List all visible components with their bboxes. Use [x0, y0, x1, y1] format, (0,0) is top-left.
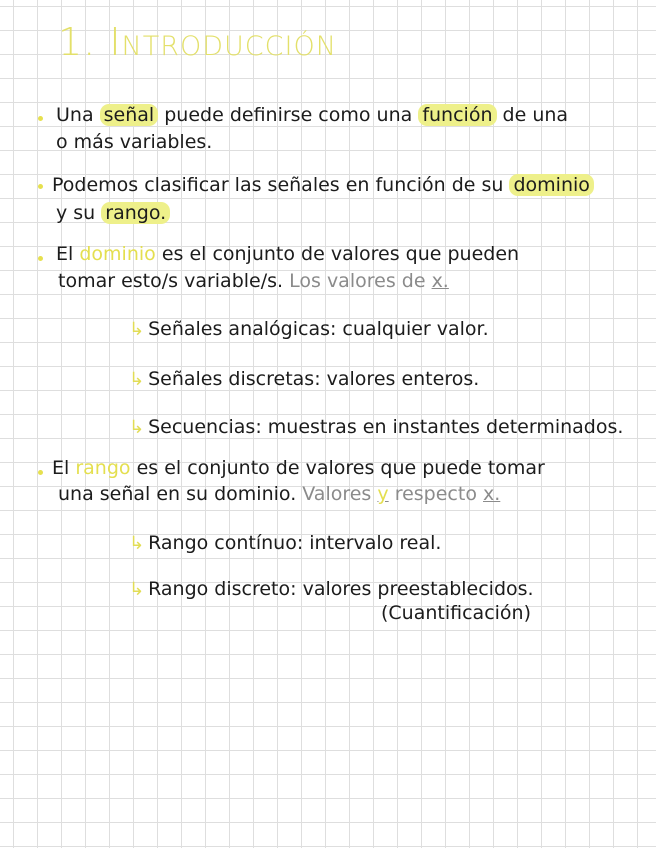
- variable-x: x.: [431, 270, 449, 292]
- cuantificacion-note: (Cuantificación): [381, 602, 531, 624]
- text: una señal en su dominio.: [58, 483, 297, 505]
- arrow-icon: ↳: [129, 533, 145, 554]
- bullet-2-line-1: [52, 176, 594, 195]
- text: puede definirse como una: [164, 104, 413, 126]
- item-text: Señales analógicas: cualquier valor.: [148, 318, 489, 340]
- note-grey: Los valores de: [289, 270, 426, 292]
- text: de una: [502, 104, 569, 126]
- text: y su: [56, 202, 96, 224]
- rango-item-1: [129, 532, 441, 554]
- section-title: 1. Introducción: [58, 20, 337, 64]
- dominio-item-2: [129, 368, 479, 390]
- item-text: Señales discretas: valores enteros.: [148, 368, 480, 390]
- dominio-item-1: [129, 318, 489, 340]
- item-text: Secuencias: muestras en instantes determinados.: [148, 416, 624, 438]
- item-text: Rango discreto: valores preestablecidos.: [148, 578, 534, 600]
- note-grey: respecto: [394, 483, 477, 505]
- text: Una: [56, 104, 94, 126]
- text: El: [56, 243, 74, 265]
- arrow-icon: ↳: [129, 319, 145, 340]
- bullet-dot: [38, 256, 43, 261]
- bullet-2-line-2: [56, 204, 170, 223]
- item-text: Rango contínuo: intervalo real.: [148, 532, 442, 554]
- bullet-dot: [38, 116, 43, 121]
- bullet-4-line-2: [58, 485, 500, 504]
- bullet-1-line-2: o más variables.: [56, 131, 213, 153]
- text: Podemos clasificar las señales en función de su: [52, 174, 504, 196]
- highlight-rango: rango.: [101, 202, 170, 224]
- highlight-dominio: dominio: [509, 174, 593, 196]
- bullet-dot: [38, 470, 43, 475]
- highlight-senal: señal: [100, 104, 159, 126]
- word-rango: rango: [75, 457, 131, 479]
- text: es el conjunto de valores que pueden: [161, 243, 520, 265]
- rango-item-2: [129, 578, 534, 600]
- text: es el conjunto de valores que puede tomar: [136, 457, 545, 479]
- arrow-icon: ↳: [129, 369, 145, 390]
- bullet-3-line-1: [56, 245, 519, 264]
- arrow-icon: ↳: [129, 579, 145, 600]
- variable-y: y: [377, 483, 389, 505]
- bullet-1-line-1: [56, 106, 568, 125]
- text: tomar esto/s variable/s.: [58, 270, 284, 292]
- dominio-item-3: [129, 416, 623, 438]
- bullet-3-line-2: [58, 272, 449, 291]
- highlight-funcion: función: [418, 104, 496, 126]
- arrow-icon: ↳: [129, 417, 145, 438]
- word-dominio: dominio: [79, 243, 156, 265]
- note-grey: Valores: [302, 483, 372, 505]
- bullet-dot: [38, 184, 43, 189]
- variable-x: x.: [483, 483, 501, 505]
- text: El: [52, 457, 70, 479]
- bullet-4-line-1: [52, 459, 545, 478]
